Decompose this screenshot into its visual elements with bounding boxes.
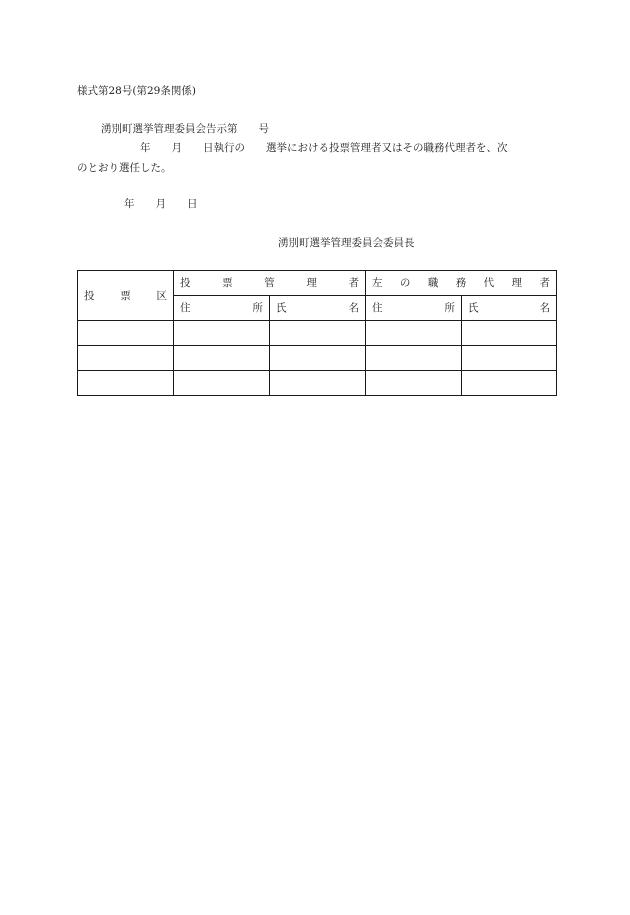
header-char: 投 bbox=[180, 277, 191, 289]
header-char: 投 bbox=[84, 289, 95, 302]
subheader-char: 住 bbox=[372, 302, 383, 314]
subheader-char: 名 bbox=[539, 302, 550, 314]
table-cell bbox=[78, 371, 174, 396]
subheader-deputy-address bbox=[366, 296, 462, 321]
header-char: 票 bbox=[120, 289, 131, 302]
table-cell bbox=[270, 371, 366, 396]
header-char: 職 bbox=[427, 277, 439, 289]
header-char: 理 bbox=[306, 277, 317, 289]
subheader-deputy-name bbox=[462, 296, 557, 321]
subheader-char: 氏 bbox=[468, 302, 479, 314]
table-cell bbox=[366, 346, 462, 371]
table-cell bbox=[270, 321, 366, 346]
header-deputy bbox=[366, 271, 557, 296]
table-cell bbox=[462, 321, 557, 346]
table-cell bbox=[462, 371, 557, 396]
table-row bbox=[78, 371, 557, 396]
header-char: 者 bbox=[348, 277, 359, 289]
table-cell bbox=[78, 346, 174, 371]
header-polling-district bbox=[78, 271, 174, 321]
table-cell bbox=[78, 321, 174, 346]
subheader-char: 名 bbox=[348, 302, 359, 314]
subheader-char: 所 bbox=[252, 302, 263, 314]
table-cell bbox=[366, 371, 462, 396]
date-line: 年 月 日 bbox=[124, 198, 198, 210]
notice-body-line-2: のとおり選任した。 bbox=[77, 162, 172, 174]
form-number: 様式第28号(第29条関係) bbox=[77, 85, 196, 97]
subheader-char: 氏 bbox=[276, 302, 287, 314]
table-cell bbox=[174, 371, 270, 396]
header-char: 左 bbox=[372, 277, 383, 289]
signatory: 湧別町選挙管理委員会委員長 bbox=[278, 237, 415, 249]
subheader-manager-name bbox=[270, 296, 366, 321]
subheader-char: 住 bbox=[180, 302, 191, 314]
table-header-row bbox=[78, 271, 557, 296]
table-row bbox=[78, 346, 557, 371]
notice-number-line: 湧別町選挙管理委員会告示第 号 bbox=[101, 123, 269, 135]
table-row bbox=[78, 321, 557, 346]
table-cell bbox=[270, 346, 366, 371]
table-cell bbox=[174, 346, 270, 371]
header-char: 管 bbox=[264, 277, 275, 289]
header-char: の bbox=[399, 277, 411, 289]
header-char: 区 bbox=[156, 289, 167, 302]
header-polling-manager bbox=[174, 271, 366, 296]
table-cell bbox=[174, 321, 270, 346]
header-char: 務 bbox=[455, 277, 467, 289]
header-char: 理 bbox=[511, 277, 523, 289]
subheader-char: 所 bbox=[444, 302, 455, 314]
header-char: 票 bbox=[222, 277, 233, 289]
subheader-manager-address bbox=[174, 296, 270, 321]
header-char: 代 bbox=[483, 277, 495, 289]
table-cell bbox=[366, 321, 462, 346]
header-char: 者 bbox=[539, 277, 550, 289]
appointment-table bbox=[77, 270, 557, 396]
notice-body-line-1: 年 月 日執行の 選挙における投票管理者又はその職務代理者を、次 bbox=[77, 142, 508, 154]
table-cell bbox=[462, 346, 557, 371]
